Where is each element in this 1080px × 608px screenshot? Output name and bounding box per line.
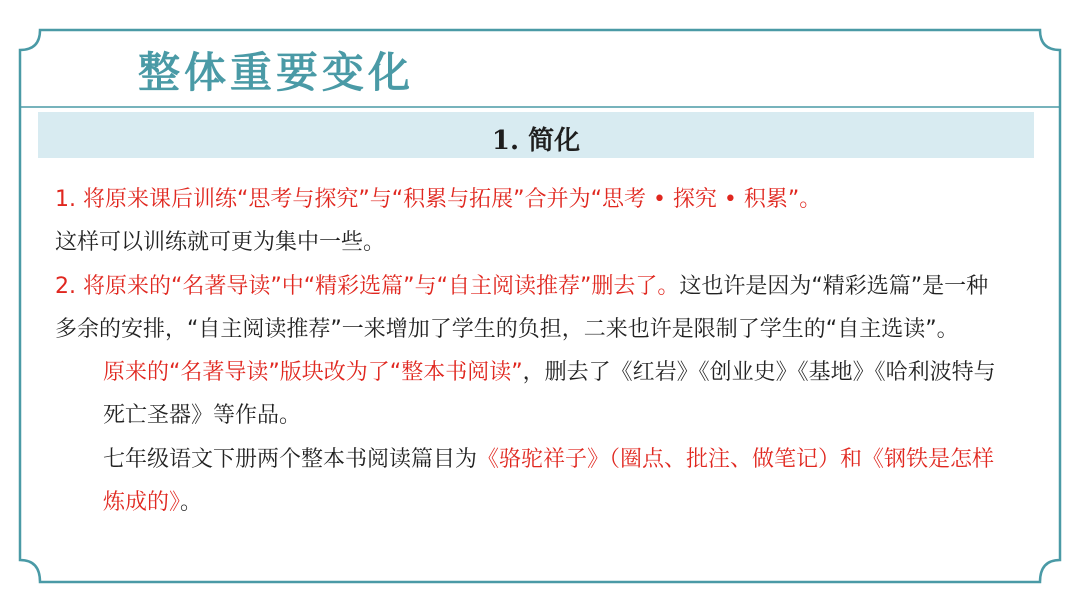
section-heading: 1. 简化 — [491, 126, 581, 156]
paragraph-4-text: 七年级语文下册两个整本书阅读篇目为 — [103, 446, 478, 472]
paragraph-4-highlight: 《骆驼祥子》（圈点、批注、做笔记）和《钢铁是怎样炼成的》 — [103, 446, 995, 516]
paragraph-3-text: ，删去了《红岩》《创业史》《基地》《哈利波特与死亡圣器》等作品。 — [103, 360, 996, 429]
page-title: 整体重要变化 — [138, 48, 415, 97]
paragraph-3 — [55, 351, 1005, 438]
paragraph-1-highlight: 1. 将原来课后训练“思考与探究”与“积累与拓展”合并为“思考 • 探究 • 积累”。 — [55, 187, 822, 212]
paragraph-2-text: 这也许是因为“精彩选篇”是一种多余的安排，“自主阅读推荐”一来增加了学生的负担，二来也许是限制了学生的“自主选读”。 — [55, 273, 989, 342]
paragraph-3-highlight: 原来的“名著导读”版块改为了“整本书阅读” — [103, 360, 523, 386]
section-banner — [38, 112, 1034, 158]
paragraph-2-highlight: 2. 将原来的“名著导读”中“精彩选篇”与“自主阅读推荐”删去了。 — [55, 273, 680, 299]
paragraph-4-end: 。 — [180, 490, 203, 516]
paragraph-1-text: 这样可以训练就可更为集中一些。 — [55, 230, 386, 256]
paragraph-2 — [55, 265, 1005, 352]
content-body — [55, 178, 1005, 524]
paragraph-1 — [55, 178, 1005, 265]
paragraph-4 — [55, 438, 1005, 525]
